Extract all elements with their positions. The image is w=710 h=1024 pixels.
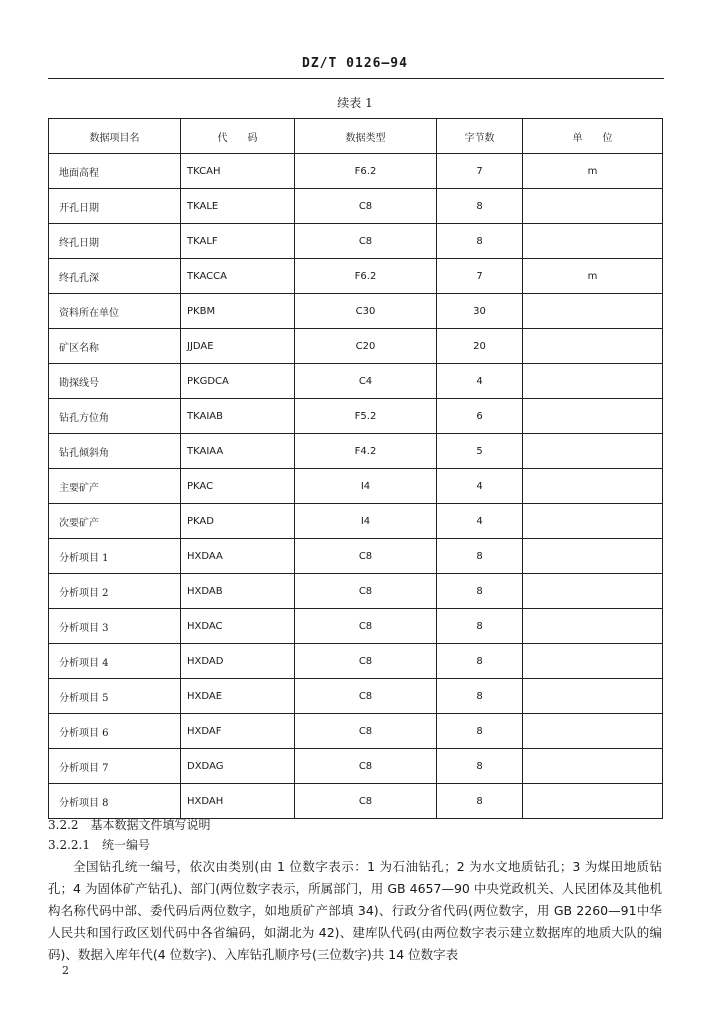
cell-code: HXDAH — [181, 784, 295, 819]
cell-name: 终孔日期 — [49, 224, 181, 259]
cell-type: C8 — [295, 609, 437, 644]
table-row — [49, 784, 663, 819]
cell-name: 分析项目 8 — [49, 784, 181, 819]
table-row — [49, 294, 663, 329]
cell-bytes: 8 — [437, 189, 523, 224]
table-row — [49, 714, 663, 749]
cell-type: C8 — [295, 784, 437, 819]
cell-type: C4 — [295, 364, 437, 399]
cell-bytes: 6 — [437, 399, 523, 434]
cell-name: 矿区名称 — [49, 329, 181, 364]
cell-code: HXDAA — [181, 539, 295, 574]
cell-code: TKAIAB — [181, 399, 295, 434]
cell-bytes: 5 — [437, 434, 523, 469]
cell-name: 分析项目 2 — [49, 574, 181, 609]
cell-name: 分析项目 3 — [49, 609, 181, 644]
cell-code: PKBM — [181, 294, 295, 329]
cell-type: C8 — [295, 714, 437, 749]
cell-type: F6.2 — [295, 154, 437, 189]
section-heading-3-2-2: 3.2.2 基本数据文件填写说明 — [48, 818, 211, 832]
table-row — [49, 399, 663, 434]
cell-code: PKAD — [181, 504, 295, 539]
cell-code: PKGDCA — [181, 364, 295, 399]
table-row — [49, 679, 663, 714]
table-row — [49, 539, 663, 574]
cell-name: 勘探线号 — [49, 364, 181, 399]
table-row — [49, 749, 663, 784]
column-header-bytes: 字节数 — [437, 119, 523, 154]
cell-code: TKACCA — [181, 259, 295, 294]
column-header-name: 数据项目名 — [49, 119, 181, 154]
cell-name: 分析项目 7 — [49, 749, 181, 784]
cell-type: F5.2 — [295, 399, 437, 434]
cell-code: HXDAB — [181, 574, 295, 609]
cell-unit — [523, 609, 663, 644]
cell-name: 分析项目 1 — [49, 539, 181, 574]
cell-name: 次要矿产 — [49, 504, 181, 539]
cell-unit — [523, 329, 663, 364]
cell-unit — [523, 294, 663, 329]
cell-unit — [523, 504, 663, 539]
cell-code: DXDAG — [181, 749, 295, 784]
table-row — [49, 224, 663, 259]
cell-unit — [523, 189, 663, 224]
cell-type: C8 — [295, 644, 437, 679]
cell-name: 终孔孔深 — [49, 259, 181, 294]
cell-bytes: 8 — [437, 574, 523, 609]
cell-unit: m — [523, 154, 663, 189]
cell-bytes: 8 — [437, 644, 523, 679]
table-row — [49, 154, 663, 189]
standard-code-header: DZ/T 0126—94 — [302, 56, 408, 71]
cell-code: TKALE — [181, 189, 295, 224]
cell-unit — [523, 784, 663, 819]
table-row — [49, 434, 663, 469]
cell-bytes: 8 — [437, 539, 523, 574]
cell-type: I4 — [295, 504, 437, 539]
cell-type: C8 — [295, 189, 437, 224]
table-row — [49, 574, 663, 609]
cell-type: C8 — [295, 224, 437, 259]
cell-type: I4 — [295, 469, 437, 504]
cell-unit — [523, 644, 663, 679]
cell-bytes: 20 — [437, 329, 523, 364]
table-caption: 续表 1 — [337, 96, 373, 110]
cell-code: TKAIAA — [181, 434, 295, 469]
cell-name: 主要矿产 — [49, 469, 181, 504]
cell-bytes: 8 — [437, 224, 523, 259]
cell-bytes: 8 — [437, 679, 523, 714]
cell-code: PKAC — [181, 469, 295, 504]
cell-type: F6.2 — [295, 259, 437, 294]
table-row — [49, 189, 663, 224]
cell-unit — [523, 469, 663, 504]
section-heading-3-2-2-1: 3.2.2.1 统一编号 — [48, 838, 150, 852]
cell-unit: m — [523, 259, 663, 294]
column-header-unit: 单 位 — [523, 119, 663, 154]
header-rule — [48, 78, 664, 79]
data-item-table — [48, 118, 663, 819]
table-row — [49, 644, 663, 679]
cell-code: HXDAF — [181, 714, 295, 749]
cell-bytes: 8 — [437, 749, 523, 784]
cell-bytes: 7 — [437, 154, 523, 189]
cell-type: C30 — [295, 294, 437, 329]
table-row — [49, 469, 663, 504]
cell-type: F4.2 — [295, 434, 437, 469]
table-row — [49, 609, 663, 644]
cell-name: 地面高程 — [49, 154, 181, 189]
table-header-row — [49, 119, 663, 154]
cell-name: 钻孔方位角 — [49, 399, 181, 434]
body-paragraph: 全国钻孔统一编号，依次由类别(由 1 位数字表示：1 为石油钻孔；2 为水文地质钻孔；3 为煤田地质钻孔；4 为固体矿产钻孔)、部门(两位数字表示，所属部门，用 GB 4657—90 中央党政机关、人民团体及其他机构名称代码中部、委代码后两位数字，如地质矿产部填 34)、行政分省代码(两位数字，用 GB 2260—91中华人民共和国行政区划代码中各省编码，如湖北为 42)、建库队代码(由两位数字表示建立数据库的地质大队的编码)、数据入库年代(4 位数字)、入库钻孔顺序号(三位数字)共 14 位数字表 — [48, 859, 662, 962]
cell-unit — [523, 539, 663, 574]
cell-name: 分析项目 6 — [49, 714, 181, 749]
table-body — [49, 154, 663, 819]
cell-unit — [523, 224, 663, 259]
cell-type: C8 — [295, 679, 437, 714]
cell-name: 钻孔倾斜角 — [49, 434, 181, 469]
cell-bytes: 4 — [437, 504, 523, 539]
table-row — [49, 259, 663, 294]
cell-bytes: 4 — [437, 364, 523, 399]
cell-unit — [523, 364, 663, 399]
cell-unit — [523, 434, 663, 469]
cell-name: 资料所在单位 — [49, 294, 181, 329]
cell-code: HXDAC — [181, 609, 295, 644]
cell-bytes: 4 — [437, 469, 523, 504]
cell-unit — [523, 679, 663, 714]
column-header-type: 数据类型 — [295, 119, 437, 154]
cell-type: C8 — [295, 574, 437, 609]
cell-unit — [523, 574, 663, 609]
cell-name: 分析项目 5 — [49, 679, 181, 714]
cell-code: TKCAH — [181, 154, 295, 189]
table-row — [49, 504, 663, 539]
cell-unit — [523, 714, 663, 749]
cell-bytes: 8 — [437, 784, 523, 819]
table-row — [49, 329, 663, 364]
cell-unit — [523, 399, 663, 434]
cell-type: C8 — [295, 749, 437, 784]
cell-name: 分析项目 4 — [49, 644, 181, 679]
cell-name: 开孔日期 — [49, 189, 181, 224]
cell-code: TKALF — [181, 224, 295, 259]
cell-type: C20 — [295, 329, 437, 364]
cell-bytes: 8 — [437, 609, 523, 644]
cell-code: HXDAD — [181, 644, 295, 679]
column-header-code: 代 码 — [181, 119, 295, 154]
table-row — [49, 364, 663, 399]
cell-code: JJDAE — [181, 329, 295, 364]
cell-bytes: 8 — [437, 714, 523, 749]
cell-unit — [523, 749, 663, 784]
cell-type: C8 — [295, 539, 437, 574]
cell-code: HXDAE — [181, 679, 295, 714]
page-number: 2 — [62, 964, 69, 977]
cell-bytes: 7 — [437, 259, 523, 294]
cell-bytes: 30 — [437, 294, 523, 329]
